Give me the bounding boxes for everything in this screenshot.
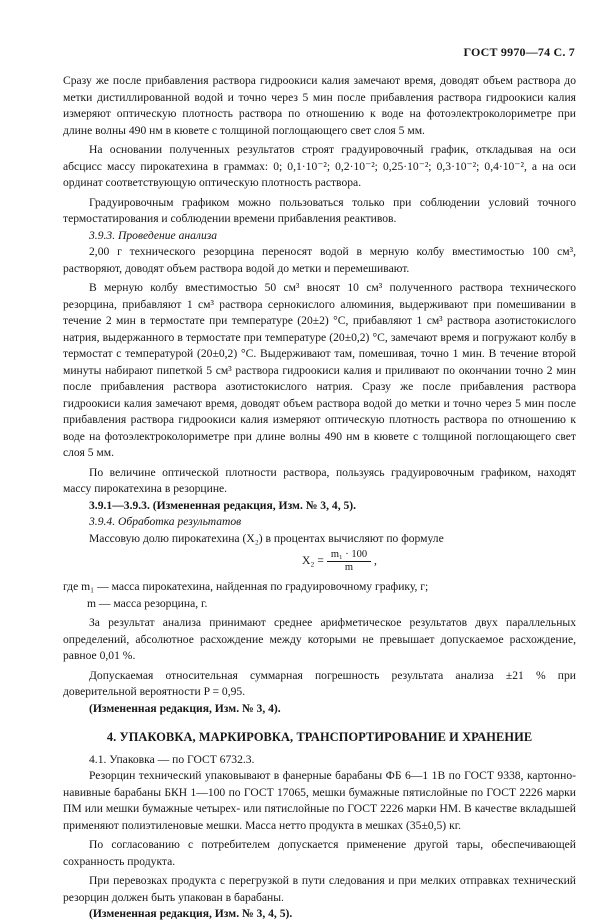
page-header: ГОСТ 9970—74 С. 7 — [463, 45, 575, 59]
subsection-title: 3.9.3. Проведение анализа — [89, 228, 218, 242]
subsection-title: 3.9.4. Обработка результатов — [89, 515, 242, 528]
formula-numerator: m₁ · 100 — [327, 549, 371, 562]
paragraph: Резорцин технический упаковывают в фанерные барабаны ФБ 6—1 1В по ГОСТ 9338, картонно-навивные барабаны БКН 1—100 по ГОСТ 17065, мешки бумажные пятислойные по ГОСТ 2226 марки ПМ или мешки бумажные четырех- или пятислойные по ГОСТ 2226 марки НМ. В качестве вкладышей применяют полиэтиленовые мешки. Масса нетто продукта в мешках (35±0,5) кг. — [63, 769, 576, 832]
paragraph: На основании полученных результатов строят градуировочный график, откладывая на оси абсцисс массу пирокатехина в граммах: 0; 0,1·10⁻²; 0,2·10⁻²; 0,25·10⁻²; 0,3·10⁻²; 0,4·10⁻², а на оси ординат соответствующую оптическую плотность раствора. — [63, 143, 576, 189]
paragraph: Градуировочным графиком можно пользоваться только при соблюдении условий точного термостатирования и соблюдении времени прибавления реактивов. — [63, 195, 576, 225]
paragraph: По величине оптической плотности раствора, пользуясь градуировочным графиком, находят массу пирокатехина в резорцине. — [63, 465, 576, 495]
paragraph: 2,00 г технического резорцина переносят водой в мерную колбу вместимостью 100 см³, растворяют, доводят объем раствора водой до метки и перемешивают. — [63, 245, 576, 275]
formula-fraction — [327, 549, 371, 574]
definition-line: m — масса резорцина, г. — [87, 596, 208, 610]
section-heading: 4. УПАКОВКА, МАРКИРОВКА, ТРАНСПОРТИРОВАНИЕ И ХРАНЕНИЕ — [106, 730, 533, 744]
paragraph: Допускаемая относительная суммарная погрешность результата анализа ±21 % при доверительной вероятности P = 0,95. — [63, 668, 576, 698]
paragraph: Сразу же после прибавления раствора гидроокиси калия замечают время, доводят объем раствора до метки дистиллированной водой и точно через 5 мин после прибавления раствора гидроокиси калия измеряют оптическую плотность раствора по отношению к воде на фотоэлектроколориметре при длине волны 490 нм в кювете с толщиной поглощающего свет слоя 5 мм. — [63, 74, 576, 137]
paragraph: За результат анализа принимают среднее арифметическое результатов двух параллельных определений, абсолютное расхождение между которыми не превышает допускаемое расхождение, равное 0,01 %. — [63, 616, 576, 662]
paragraph: В мерную колбу вместимостью 50 см³ вносят 10 см³ полученного раствора технического резорцина, прибавляют 1 см³ раствора сернокислого алюминия, выдерживают при помешивании в течение 2 мин в термостате при температуре (20±2) °С, прибавляют 1 см³ раствора азотистокислого натрия, выдержанного в термостате при температуре (20±0,2) °С, замечают время и погружают колбу в термостат с температурой (20±0,2) °С. Выдерживают там, помешивая, точно 1 мин. В течение второй минуты набирают пипеткой 5 см³ раствора гидроокиси калия и приливают по окончании точно 2 мин после прибавления раствора азотистокислого натрия. Сразу же после прибавления раствора гидроокиси калия замечают время, доводят объем раствора водой до метки и точно через 5 мин после прибавления раствора гидроокиси калия измеряют оптическую плотность раствора по отношению к воде на фотоэлектроколориметре при длине волны 490 нм в кювете с толщиной поглощающего свет слоя 5 мм. — [63, 281, 576, 459]
formula-lhs: X₂ = — [302, 554, 324, 568]
paragraph: 4.1. Упаковка — по ГОСТ 6732.3. — [89, 752, 255, 766]
paragraph: По согласованию с потребителем допускается применение другой тары, обеспечивающей сохранность продукта. — [63, 838, 576, 868]
paragraph: Массовую долю пирокатехина (X₂) в процентах вычисляют по формуле — [89, 531, 444, 545]
formula-denominator: m — [344, 562, 354, 573]
amendment-note: 3.9.1—3.9.3. (Измененная редакция, Изм. № 3, 4, 5). — [89, 498, 357, 512]
document-body — [63, 73, 576, 923]
definition-line: где m₁ — масса пирокатехина, найденная по градуировочному графику, г; — [63, 580, 429, 593]
formula-tail: , — [374, 554, 377, 568]
amendment-note: (Измененная редакция, Изм. № 3, 4). — [89, 701, 281, 715]
amendment-note: (Измененная редакция, Изм. № 3, 4, 5). — [89, 907, 293, 920]
paragraph: При перевозках продукта с перегрузкой в пути следования и при мелких отправках технический резорцин должен быть упакован в барабаны. — [63, 874, 576, 904]
formula — [103, 549, 576, 577]
